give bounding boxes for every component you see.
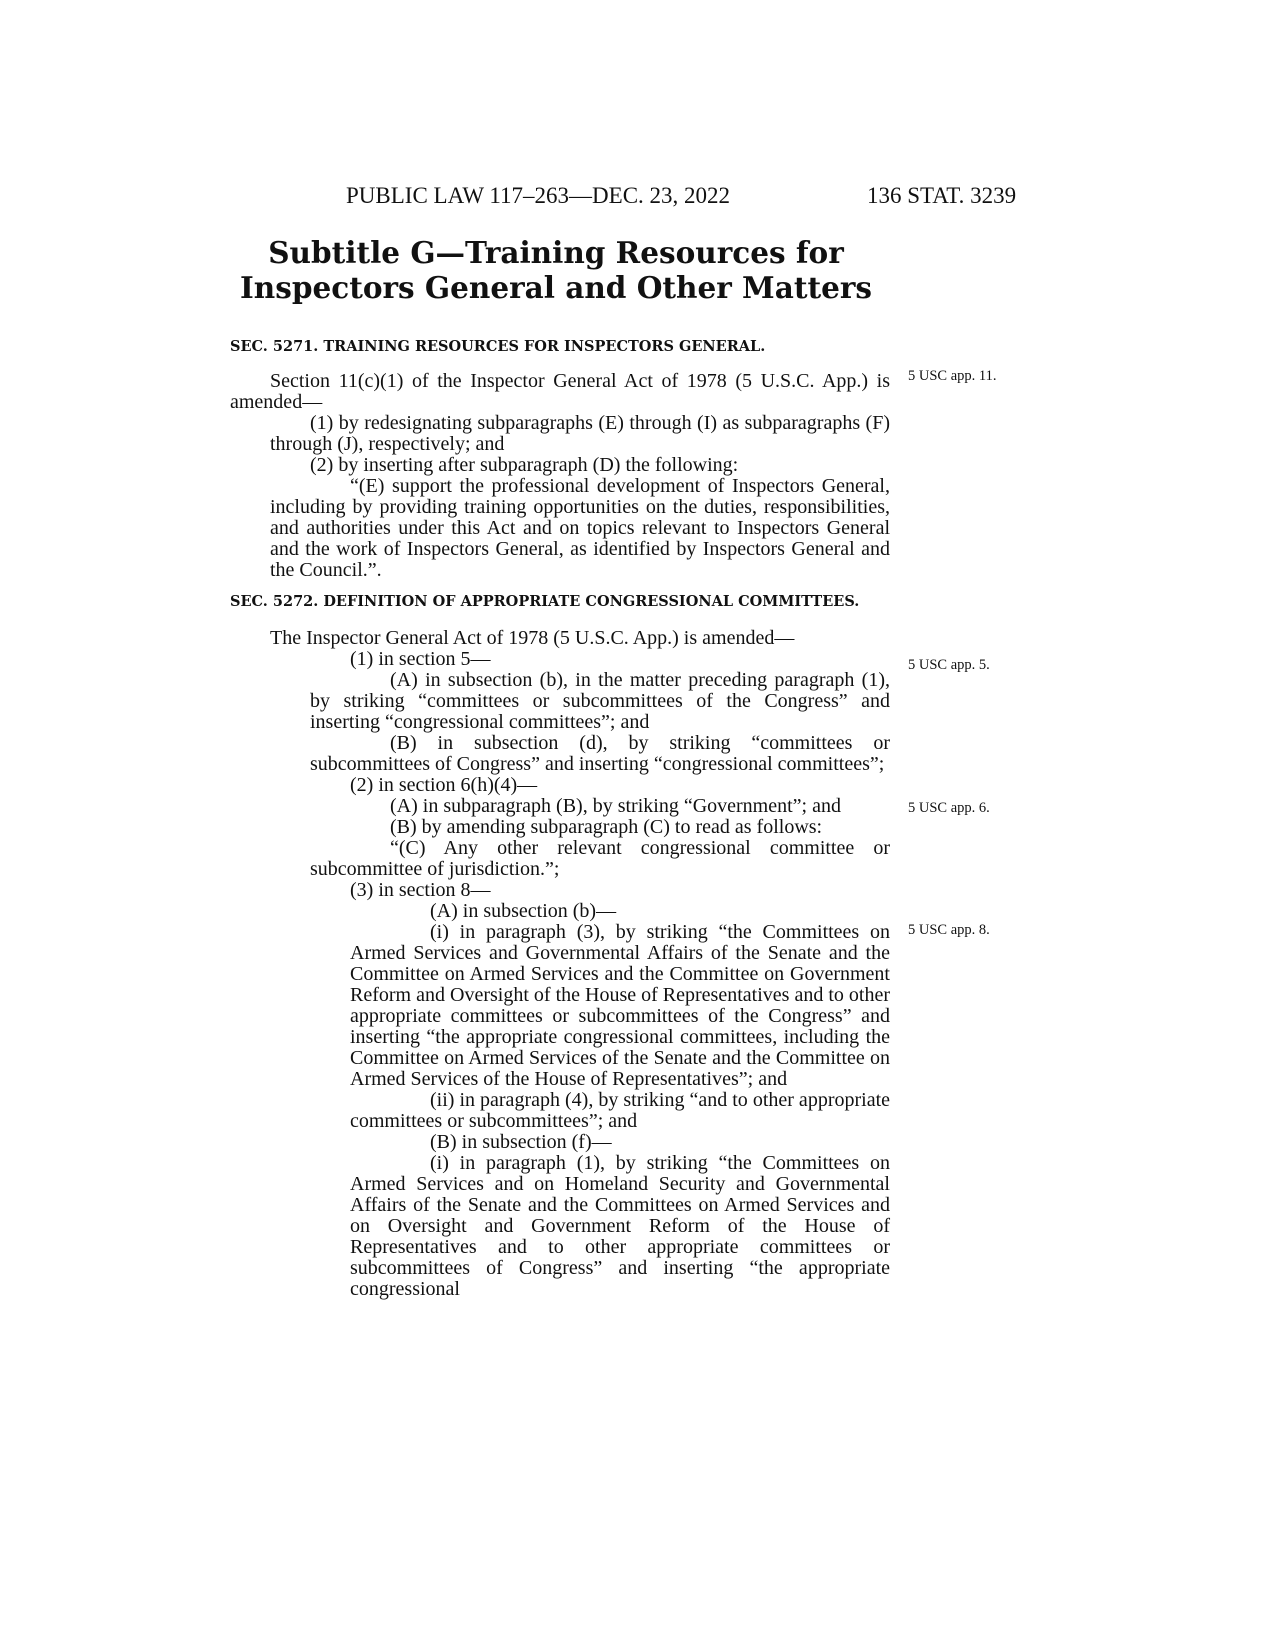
margin-note-usc-11: 5 USC app. 11.	[908, 368, 997, 384]
section-6-clause: (2) in section 6(h)(4)—	[350, 774, 538, 796]
page-number: 136 STAT. 3239	[867, 183, 1017, 208]
subtitle-line-2: Inspectors General and Other Matters	[239, 270, 872, 305]
section-5-clause: (1) in section 5—	[350, 648, 491, 670]
section-5271-intro: Section 11(c)(1) of the Inspector General Act of 1978 (5 U.S.C. App.) is amended—	[230, 370, 890, 413]
subtitle-heading	[220, 235, 892, 305]
section-8-clause: (3) in section 8—	[350, 879, 491, 901]
document-body	[230, 336, 890, 1300]
section-5272-intro: The Inspector General Act of 1978 (5 U.S.C. App.) is amended—	[270, 627, 795, 649]
margin-note-usc-5: 5 USC app. 5.	[908, 657, 990, 673]
section-5-subclause-b: (B) in subsection (d), by striking “committees or subcommittees of Congress” and inserting “congressional committees”;	[310, 732, 890, 775]
section-5271-paragraph-2: (2) by inserting after subparagraph (D) the following:	[310, 454, 739, 476]
running-header-title: PUBLIC LAW 117–263—DEC. 23, 2022	[346, 183, 731, 208]
section-5271-inserted-text: “(E) support the professional development of Inspectors General, including by providing training opportunities on the duties, responsibilities, and authorities under this Act and on topics relevant to Inspectors General and the work of Inspectors General, as identified by Inspectors General and the Council.”.	[270, 475, 890, 581]
section-8-a-item-i: (i) in paragraph (3), by striking “the Committees on Armed Services and Governmental Affairs of the Senate and the Committee on Armed Services and the Committee on Government Reform and Oversight of the House of Representatives and to other appropriate committees or subcommittees of the Congress” and inserting “the appropriate congressional committees, including the Committee on Armed Services of the Senate and the Committee on Armed Services of the House of Representatives”; and	[350, 921, 890, 1090]
margin-note-usc-6: 5 USC app. 6.	[908, 800, 990, 816]
section-5271-paragraph-1: (1) by redesignating subparagraphs (E) through (I) as subparagraphs (F) through (J), respectively; and	[270, 412, 890, 455]
section-8-subclause-a: (A) in subsection (b)—	[430, 900, 617, 922]
section-8-subclause-b: (B) in subsection (f)—	[430, 1131, 612, 1153]
margin-note-usc-8: 5 USC app. 8.	[908, 922, 990, 938]
section-5272-heading: SEC. 5272. DEFINITION OF APPROPRIATE CONGRESSIONAL COMMITTEES.	[230, 593, 860, 610]
section-8-a-item-ii: (ii) in paragraph (4), by striking “and to other appropriate committees or subcommittees”; and	[350, 1089, 890, 1132]
section-5-subclause-a: (A) in subsection (b), in the matter preceding paragraph (1), by striking “committees or subcommittees of the Congress” and inserting “congressional committees”; and	[310, 669, 890, 733]
section-8-b-item-i: (i) in paragraph (1), by striking “the Committees on Armed Services and on Homeland Security and Governmental Affairs of the Senate and the Committees on Armed Services and on Oversight and Government Reform of the House of Representatives and to other appropriate committees or subcommittees of Congress” and inserting “the appropriate congressional	[350, 1152, 890, 1300]
section-6-subclause-a: (A) in subparagraph (B), by striking “Government”; and	[390, 795, 841, 817]
section-5271-heading: SEC. 5271. TRAINING RESOURCES FOR INSPECTORS GENERAL.	[230, 338, 766, 355]
section-6-quoted-text: “(C) Any other relevant congressional committee or subcommittee of jurisdiction.”;	[310, 837, 890, 880]
subtitle-line-1: Subtitle G—Training Resources for	[268, 235, 844, 270]
section-6-subclause-b: (B) by amending subparagraph (C) to read as follows:	[390, 816, 823, 838]
